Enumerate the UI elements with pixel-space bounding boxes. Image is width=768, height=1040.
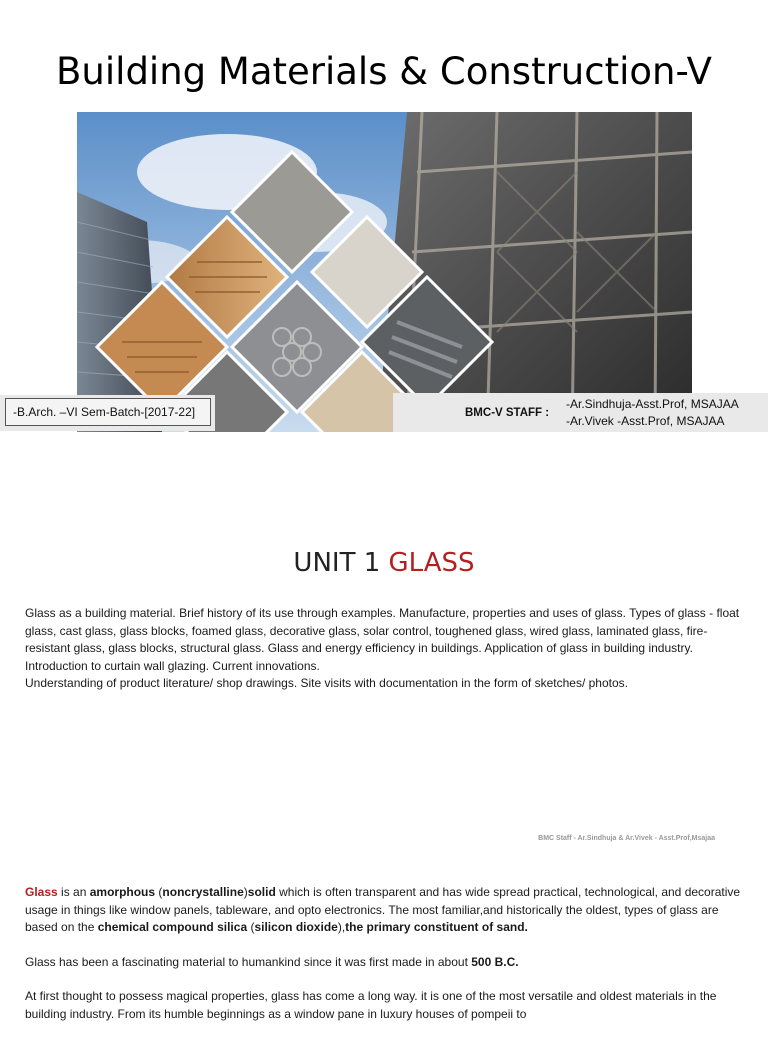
glass-versatility-paragraph: At first thought to possess magical properties, glass has come a long way. it is one of the most versatile and oldest materials in the building industry. From its humble beginnings as a window pane in luxury houses of pompeii to <box>25 989 717 1021</box>
staff-credit: BMC Staff - Ar.Sindhuja & Ar.Vivek - Asst.Prof,Msajaa <box>538 835 715 842</box>
bold-run: solid <box>247 885 276 899</box>
text-run: is an <box>57 885 90 899</box>
text-run: ( <box>247 920 255 934</box>
staff-label: BMC-V STAFF : <box>465 407 550 419</box>
bold-run: the primary constituent of sand. <box>345 920 528 934</box>
syllabus-paragraph-1: Glass as a building material. Brief history of its use through examples. Manufacture, properties and uses of glass. Types of glass - float glass, cast glass, glass blocks, foamed glass, decorative glass, solar control, toughened glass, wired glass, laminated glass, fire-resistant glass, glass blocks, structural glass. Glass and energy efficiency in buildings. Application of glass in building industry. Introduction to curtain wall glazing. Current innovations. <box>25 606 740 673</box>
page-title: Building Materials & Construction-V <box>56 50 712 93</box>
text-run: which is often transparent and has wide spread practical, technological, and decorative usage in things like window panels, tableware, and opto electronics. The most familiar,and historically the oldest, types of glass are based on the <box>25 885 741 934</box>
staff-banner <box>393 393 768 432</box>
bold-run: chemical compound silica <box>97 920 248 934</box>
glass-intro-text <box>25 884 750 1040</box>
hero-collage <box>77 112 692 432</box>
glass-term: Glass <box>25 885 58 899</box>
text-run: ( <box>155 885 163 899</box>
text-run: Glass has been a fascinating material to humankind since it was first made in about <box>25 954 472 969</box>
staff-names <box>566 396 739 430</box>
bold-run: silicon dioxide <box>254 920 338 934</box>
text-run: ), <box>337 920 346 934</box>
unit-number: UNIT 1 <box>293 548 381 578</box>
bold-run: amorphous <box>89 885 156 899</box>
unit-heading <box>0 548 768 578</box>
bold-run: 500 B.C. <box>471 954 519 969</box>
staff-name-1: -Ar.Sindhuja-Asst.Prof, MSAJAA <box>566 397 739 411</box>
batch-label: -B.Arch. –VI Sem-Batch-[2017-22] <box>5 398 211 426</box>
construction-collage-image <box>77 112 692 432</box>
batch-banner <box>0 395 215 431</box>
syllabus-text <box>25 605 750 693</box>
glass-definition-paragraph <box>25 884 750 937</box>
staff-name-2: -Ar.Vivek -Asst.Prof, MSAJAA <box>566 414 725 428</box>
text-run: ) <box>243 885 248 899</box>
bold-run: noncrystalline <box>162 885 244 899</box>
glass-history-paragraph <box>25 954 750 972</box>
syllabus-paragraph-2: Understanding of product literature/ shop drawings. Site visits with documentation in the form of sketches/ photos. <box>25 676 628 690</box>
unit-topic: GLASS <box>388 548 475 578</box>
